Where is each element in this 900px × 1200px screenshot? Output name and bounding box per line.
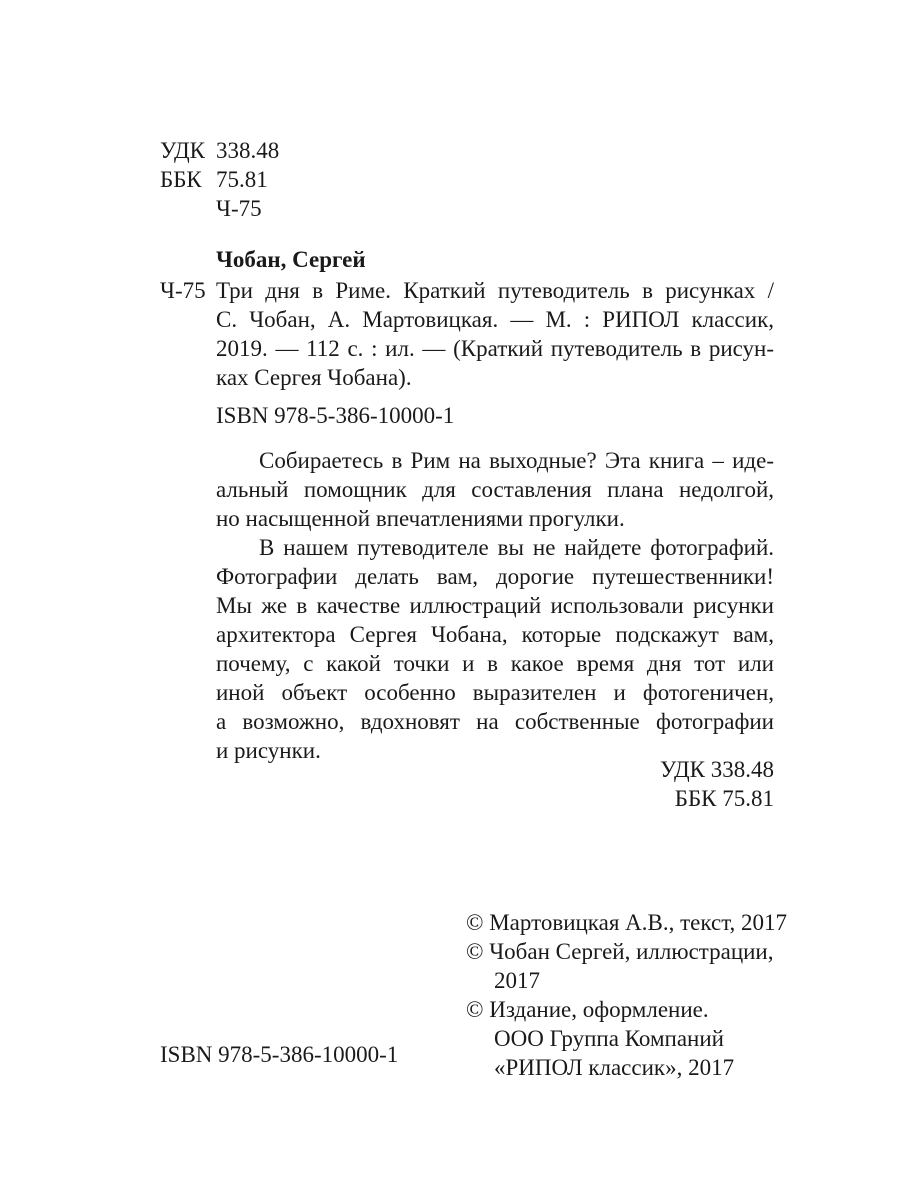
copyright-line: © Мартовицкая А.В., текст, 2017 <box>466 910 788 935</box>
annotation-line: Мы же в качестве иллюстраций использовали рисунки <box>216 593 774 618</box>
copyright-line: © Чобан Сергей, иллюстрации, <box>466 939 774 964</box>
annotation-paragraph <box>216 533 774 765</box>
annotation-udk: УДК 338.48 <box>660 757 774 782</box>
entry-description <box>216 276 774 392</box>
description-line: Три дня в Риме. Краткий путеводитель в рисунках / <box>216 278 774 303</box>
description-line: С. Чобан, А. Мартовицкая. — М. : РИПОЛ классик, <box>216 307 774 332</box>
annotation-line: почему, с какой точки и в какое время дня тот или <box>216 651 774 676</box>
copyright-text <box>466 908 796 937</box>
annotation-line: а возможно, вдохновят на собственные фотографии <box>216 709 774 734</box>
entry-author: Чобан, Сергей <box>216 247 366 272</box>
udk-value: 338.48 <box>216 138 280 163</box>
bbk-value: 75.81 <box>216 167 268 192</box>
annotation <box>216 446 774 765</box>
author-mark: Ч-75 <box>216 196 262 221</box>
annotation-line: иной объект особенно выразителен и фотогеничен, <box>216 680 774 705</box>
annotation-bbk: ББК 75.81 <box>674 786 774 811</box>
copyright-illustrations <box>466 937 796 995</box>
annotation-paragraph <box>216 446 774 533</box>
annotation-line: В нашем путеводителе вы не найдете фотографий. <box>259 535 774 560</box>
annotation-line: архитектора Сергея Чобана, которые подскажут вам, <box>216 622 774 647</box>
annotation-line: альный помощник для составления плана недолгой, <box>216 477 774 502</box>
copyright-line: «РИПОЛ классик», 2017 <box>494 1055 735 1080</box>
annotation-line: и рисунки. <box>216 738 321 763</box>
annotation-line: но насыщенной впечатлениями прогулки. <box>216 506 625 531</box>
udk-label: УДК <box>160 138 205 163</box>
copyright-line: 2017 <box>494 968 540 993</box>
entry-mark: Ч-75 <box>160 278 206 303</box>
description-line: ках Сергея Чобана). <box>216 365 412 390</box>
annotation-line: Собираетесь в Рим на выходные? Эта книга – иде- <box>259 448 774 473</box>
bbk-label: ББК <box>160 167 202 192</box>
copyright-block <box>466 908 796 1082</box>
copyright-publisher <box>466 995 796 1082</box>
description-line: 2019. — 112 с. : ил. — (Краткий путеводитель в рисун- <box>216 336 774 361</box>
copyright-line: ООО Группа Компаний <box>494 1026 724 1051</box>
footer-isbn: ISBN 978-5-386-10000-1 <box>160 1042 399 1067</box>
annotation-line: Фотографии делать вам, дорогие путешественники! <box>216 564 774 589</box>
entry-isbn: ISBN 978-5-386-10000-1 <box>216 403 455 428</box>
copyright-line: © Издание, оформление. <box>466 997 709 1022</box>
